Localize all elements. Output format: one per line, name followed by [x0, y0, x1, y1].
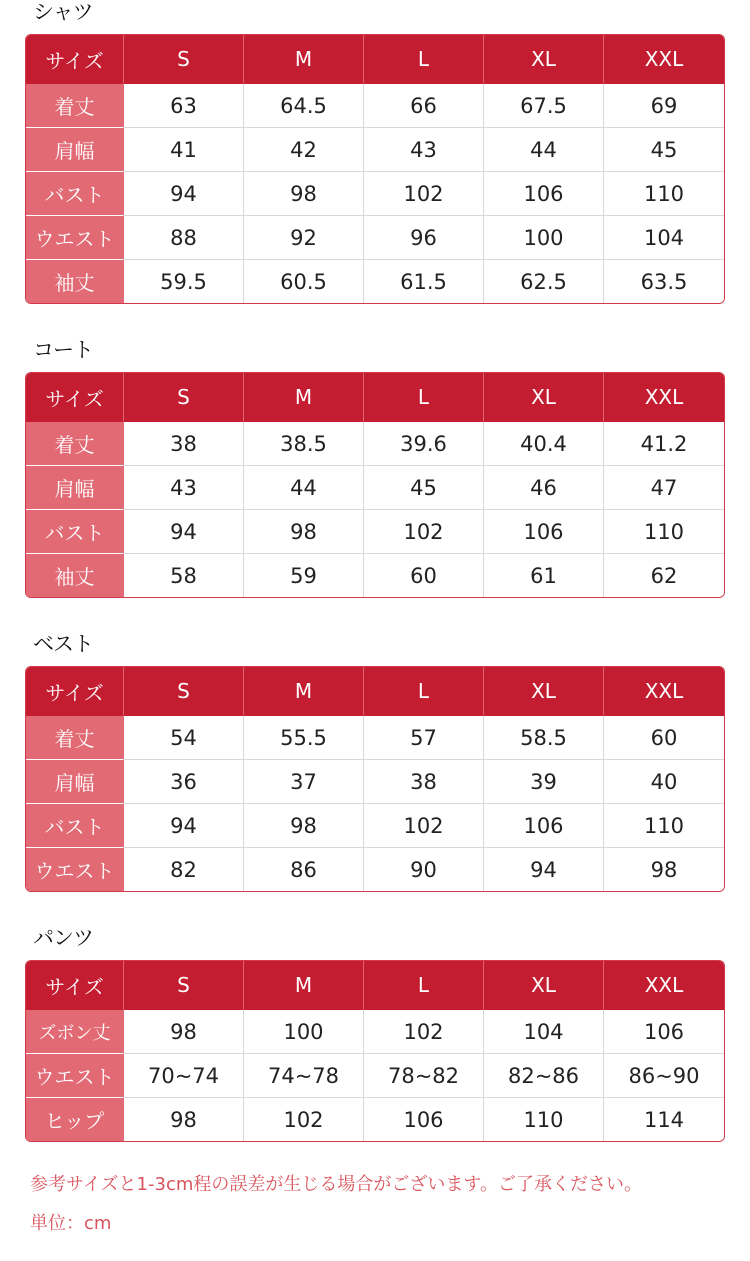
row-label: ヒップ — [26, 1098, 124, 1141]
table-cell: 106 — [484, 510, 604, 554]
table-row — [26, 1098, 724, 1141]
table-cell: 38 — [124, 422, 244, 466]
table-cell: 100 — [484, 216, 604, 260]
row-label: 袖丈 — [26, 554, 124, 597]
table-row — [26, 554, 724, 597]
table-cell: 98 — [604, 848, 724, 891]
table-cell: 69 — [604, 84, 724, 128]
coat-size-table — [25, 372, 725, 598]
table-cell: 78~82 — [364, 1054, 484, 1098]
table-cell: 74~78 — [244, 1054, 364, 1098]
table-cell: 94 — [484, 848, 604, 891]
table-cell: 59.5 — [124, 260, 244, 303]
table-cell: 62.5 — [484, 260, 604, 303]
row-label: バスト — [26, 804, 124, 848]
size-header-xxl: XXL — [604, 35, 724, 84]
size-column-header: サイズ — [26, 667, 124, 716]
table-cell: 57 — [364, 716, 484, 760]
table-cell: 106 — [364, 1098, 484, 1141]
table-cell: 44 — [484, 128, 604, 172]
table-cell: 46 — [484, 466, 604, 510]
table-cell: 86 — [244, 848, 364, 891]
size-header-xl: XL — [484, 667, 604, 716]
table-header-row — [26, 667, 724, 716]
table-cell: 98 — [124, 1098, 244, 1141]
table-cell: 63 — [124, 84, 244, 128]
table-cell: 45 — [604, 128, 724, 172]
table-cell: 110 — [604, 172, 724, 216]
table-cell: 70~74 — [124, 1054, 244, 1098]
table-cell: 40.4 — [484, 422, 604, 466]
shirt-section-title: シャツ — [33, 0, 93, 24]
table-cell: 102 — [364, 804, 484, 848]
table-cell: 61 — [484, 554, 604, 597]
table-row — [26, 260, 724, 303]
row-label: ウエスト — [26, 216, 124, 260]
table-row — [26, 1054, 724, 1098]
size-header-xl: XL — [484, 373, 604, 422]
table-cell: 104 — [484, 1010, 604, 1054]
row-label: バスト — [26, 510, 124, 554]
size-header-s: S — [124, 667, 244, 716]
table-cell: 96 — [364, 216, 484, 260]
table-cell: 110 — [604, 510, 724, 554]
table-cell: 110 — [604, 804, 724, 848]
size-header-m: M — [244, 35, 364, 84]
size-disclaimer-note: 参考サイズと1-3cm程の誤差が生じる場合がございます。ご了承ください。 — [30, 1174, 642, 1195]
table-cell: 98 — [244, 172, 364, 216]
size-header-xl: XL — [484, 961, 604, 1010]
row-label: 肩幅 — [26, 128, 124, 172]
table-cell: 90 — [364, 848, 484, 891]
size-header-l: L — [364, 961, 484, 1010]
table-row — [26, 172, 724, 216]
table-cell: 94 — [124, 510, 244, 554]
size-header-s: S — [124, 961, 244, 1010]
table-cell: 45 — [364, 466, 484, 510]
row-label: 着丈 — [26, 716, 124, 760]
row-label: ウエスト — [26, 848, 124, 891]
table-header-row — [26, 961, 724, 1010]
table-cell: 41.2 — [604, 422, 724, 466]
table-header-row — [26, 373, 724, 422]
table-cell: 58.5 — [484, 716, 604, 760]
table-cell: 98 — [244, 804, 364, 848]
size-header-m: M — [244, 373, 364, 422]
size-header-s: S — [124, 35, 244, 84]
row-label: バスト — [26, 172, 124, 216]
table-row — [26, 84, 724, 128]
table-cell: 44 — [244, 466, 364, 510]
size-column-header: サイズ — [26, 961, 124, 1010]
table-cell: 102 — [244, 1098, 364, 1141]
table-row — [26, 804, 724, 848]
table-cell: 55.5 — [244, 716, 364, 760]
table-cell: 114 — [604, 1098, 724, 1141]
table-cell: 106 — [484, 172, 604, 216]
table-cell: 41 — [124, 128, 244, 172]
table-cell: 61.5 — [364, 260, 484, 303]
table-row — [26, 510, 724, 554]
table-cell: 110 — [484, 1098, 604, 1141]
row-label: 着丈 — [26, 422, 124, 466]
row-label: 肩幅 — [26, 466, 124, 510]
table-cell: 106 — [484, 804, 604, 848]
coat-section-title: コート — [33, 338, 93, 362]
table-row — [26, 466, 724, 510]
table-row — [26, 848, 724, 891]
row-label: 肩幅 — [26, 760, 124, 804]
table-row — [26, 216, 724, 260]
size-header-xxl: XXL — [604, 961, 724, 1010]
table-cell: 94 — [124, 804, 244, 848]
table-cell: 88 — [124, 216, 244, 260]
table-cell: 100 — [244, 1010, 364, 1054]
table-cell: 40 — [604, 760, 724, 804]
table-cell: 43 — [364, 128, 484, 172]
table-cell: 38 — [364, 760, 484, 804]
table-row — [26, 760, 724, 804]
size-header-xl: XL — [484, 35, 604, 84]
size-header-xxl: XXL — [604, 667, 724, 716]
size-header-m: M — [244, 667, 364, 716]
table-cell: 102 — [364, 172, 484, 216]
row-label: ウエスト — [26, 1054, 124, 1098]
table-cell: 98 — [244, 510, 364, 554]
row-label: ズボン丈 — [26, 1010, 124, 1054]
size-header-m: M — [244, 961, 364, 1010]
table-cell: 92 — [244, 216, 364, 260]
table-cell: 102 — [364, 1010, 484, 1054]
pants-size-table — [25, 960, 725, 1142]
vest-section-title: ベスト — [33, 632, 93, 656]
table-cell: 98 — [124, 1010, 244, 1054]
table-cell: 60.5 — [244, 260, 364, 303]
table-cell: 54 — [124, 716, 244, 760]
table-cell: 58 — [124, 554, 244, 597]
size-column-header: サイズ — [26, 373, 124, 422]
table-cell: 59 — [244, 554, 364, 597]
vest-size-table — [25, 666, 725, 892]
table-cell: 38.5 — [244, 422, 364, 466]
shirt-size-table — [25, 34, 725, 304]
pants-section-title: パンツ — [33, 926, 93, 950]
table-cell: 37 — [244, 760, 364, 804]
table-row — [26, 716, 724, 760]
row-label: 着丈 — [26, 84, 124, 128]
size-column-header: サイズ — [26, 35, 124, 84]
table-cell: 94 — [124, 172, 244, 216]
table-cell: 82~86 — [484, 1054, 604, 1098]
table-cell: 64.5 — [244, 84, 364, 128]
table-cell: 43 — [124, 466, 244, 510]
table-cell: 60 — [604, 716, 724, 760]
table-cell: 86~90 — [604, 1054, 724, 1098]
table-cell: 63.5 — [604, 260, 724, 303]
table-cell: 82 — [124, 848, 244, 891]
table-cell: 67.5 — [484, 84, 604, 128]
size-header-l: L — [364, 667, 484, 716]
table-cell: 47 — [604, 466, 724, 510]
size-header-l: L — [364, 373, 484, 422]
table-cell: 66 — [364, 84, 484, 128]
size-header-s: S — [124, 373, 244, 422]
table-header-row — [26, 35, 724, 84]
size-header-l: L — [364, 35, 484, 84]
table-cell: 39.6 — [364, 422, 484, 466]
table-cell: 62 — [604, 554, 724, 597]
size-header-xxl: XXL — [604, 373, 724, 422]
table-cell: 106 — [604, 1010, 724, 1054]
table-row — [26, 422, 724, 466]
table-cell: 102 — [364, 510, 484, 554]
table-cell: 36 — [124, 760, 244, 804]
table-cell: 42 — [244, 128, 364, 172]
table-cell: 60 — [364, 554, 484, 597]
table-row — [26, 1010, 724, 1054]
table-row — [26, 128, 724, 172]
unit-note: 単位：cm — [30, 1213, 112, 1234]
table-cell: 39 — [484, 760, 604, 804]
table-cell: 104 — [604, 216, 724, 260]
row-label: 袖丈 — [26, 260, 124, 303]
